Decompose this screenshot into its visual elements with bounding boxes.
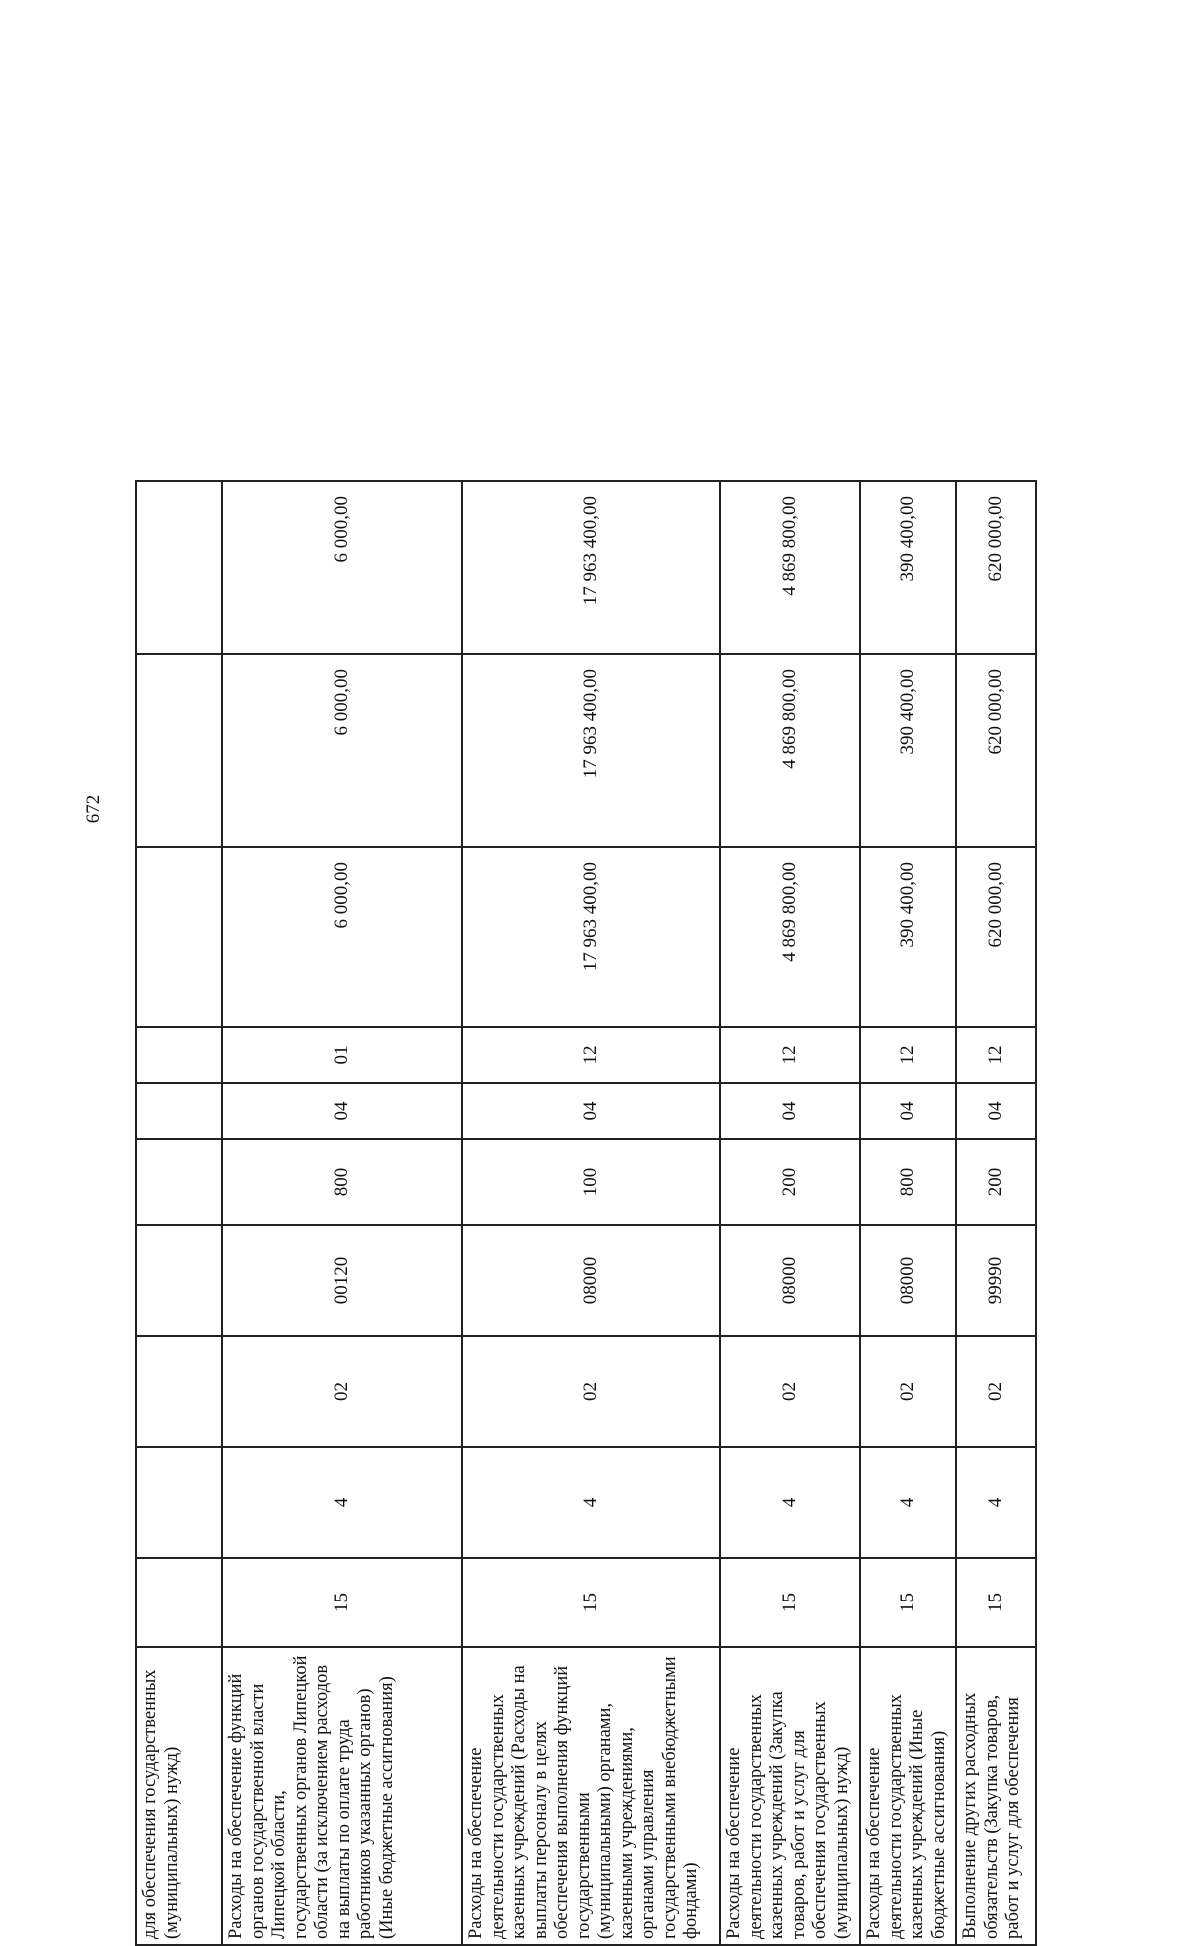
cell-c7: 12 [462, 1027, 720, 1083]
description-cell: для обеспечения государственных (муниципальных) нужд) [136, 1647, 222, 1945]
cell-c6: 04 [860, 1083, 956, 1139]
page-number: 672 [83, 794, 104, 824]
cell-c7: 01 [222, 1027, 462, 1083]
amount-cell-3: 6 000,00 [222, 481, 462, 654]
cell-c2: 4 [462, 1447, 720, 1558]
table-row [720, 481, 860, 1945]
description-cell: Выполнение других расходных обязательств (Закупка товаров, работ и услуг для обеспечения [956, 1647, 1036, 1945]
cell-c6: 04 [956, 1083, 1036, 1139]
cell-c5 [136, 1139, 222, 1225]
budget-table-rotated [135, 482, 1035, 1946]
amount-cell-2: 6 000,00 [222, 654, 462, 847]
amount-cell-1: 17 963 400,00 [462, 847, 720, 1027]
cell-c5: 800 [222, 1139, 462, 1225]
table-row [136, 481, 222, 1945]
cell-c3: 02 [956, 1336, 1036, 1447]
cell-c1: 15 [956, 1558, 1036, 1647]
amount-cell-1 [136, 847, 222, 1027]
cell-c1: 15 [860, 1558, 956, 1647]
cell-c3: 02 [720, 1336, 860, 1447]
table-row [860, 481, 956, 1945]
cell-c3 [136, 1336, 222, 1447]
amount-cell-2: 4 869 800,00 [720, 654, 860, 847]
amount-cell-3: 390 400,00 [860, 481, 956, 654]
cell-c4: 08000 [720, 1225, 860, 1336]
amount-cell-1: 390 400,00 [860, 847, 956, 1027]
cell-c2: 4 [720, 1447, 860, 1558]
cell-c7 [136, 1027, 222, 1083]
amount-cell-3: 17 963 400,00 [462, 481, 720, 654]
cell-c1: 15 [462, 1558, 720, 1647]
cell-c2 [136, 1447, 222, 1558]
amount-cell-3: 4 869 800,00 [720, 481, 860, 654]
amount-cell-2: 620 000,00 [956, 654, 1036, 847]
amount-cell-3: 620 000,00 [956, 481, 1036, 654]
cell-c1: 15 [222, 1558, 462, 1647]
cell-c4 [136, 1225, 222, 1336]
budget-table [135, 480, 1037, 1946]
cell-c6: 04 [222, 1083, 462, 1139]
amount-cell-1: 6 000,00 [222, 847, 462, 1027]
cell-c2: 4 [860, 1447, 956, 1558]
cell-c7: 12 [720, 1027, 860, 1083]
table-row [222, 481, 462, 1945]
description-cell: Расходы на обеспечение деятельности государственных казенных учреждений (Расходы на выплаты персоналу в целях обеспечения выполнения функций государственными (муниципальными) органами, казенными учреждениями, органами управления государственными внебюджетными фондами) [462, 1647, 720, 1945]
cell-c6: 04 [462, 1083, 720, 1139]
cell-c3: 02 [462, 1336, 720, 1447]
description-cell: Расходы на обеспечение деятельности государственных казенных учреждений (Закупка товаров, работ и услуг для обеспечения государственных (муниципальных) нужд) [720, 1647, 860, 1945]
cell-c7: 12 [956, 1027, 1036, 1083]
amount-cell-3 [136, 481, 222, 654]
cell-c5: 100 [462, 1139, 720, 1225]
description-cell: Расходы на обеспечение деятельности государственных казенных учреждений (Иные бюджетные ассигнования) [860, 1647, 956, 1945]
cell-c3: 02 [222, 1336, 462, 1447]
cell-c2: 4 [956, 1447, 1036, 1558]
cell-c5: 800 [860, 1139, 956, 1225]
cell-c4: 00120 [222, 1225, 462, 1336]
cell-c7: 12 [860, 1027, 956, 1083]
amount-cell-2: 390 400,00 [860, 654, 956, 847]
cell-c2: 4 [222, 1447, 462, 1558]
cell-c5: 200 [720, 1139, 860, 1225]
cell-c3: 02 [860, 1336, 956, 1447]
cell-c6 [136, 1083, 222, 1139]
cell-c4: 99990 [956, 1225, 1036, 1336]
amount-cell-1: 4 869 800,00 [720, 847, 860, 1027]
table-row [956, 481, 1036, 1945]
cell-c4: 08000 [462, 1225, 720, 1336]
cell-c5: 200 [956, 1139, 1036, 1225]
amount-cell-2: 17 963 400,00 [462, 654, 720, 847]
cell-c1 [136, 1558, 222, 1647]
cell-c4: 08000 [860, 1225, 956, 1336]
amount-cell-2 [136, 654, 222, 847]
cell-c6: 04 [720, 1083, 860, 1139]
cell-c1: 15 [720, 1558, 860, 1647]
amount-cell-1: 620 000,00 [956, 847, 1036, 1027]
description-cell: Расходы на обеспечение функций органов государственной власти Липецкой области, государственных органов Липецкой области (за исключением расходов на выплаты по оплате труда работников указанных органов) (Иные бюджетные ассигнования) [222, 1647, 462, 1945]
table-row [462, 481, 720, 1945]
